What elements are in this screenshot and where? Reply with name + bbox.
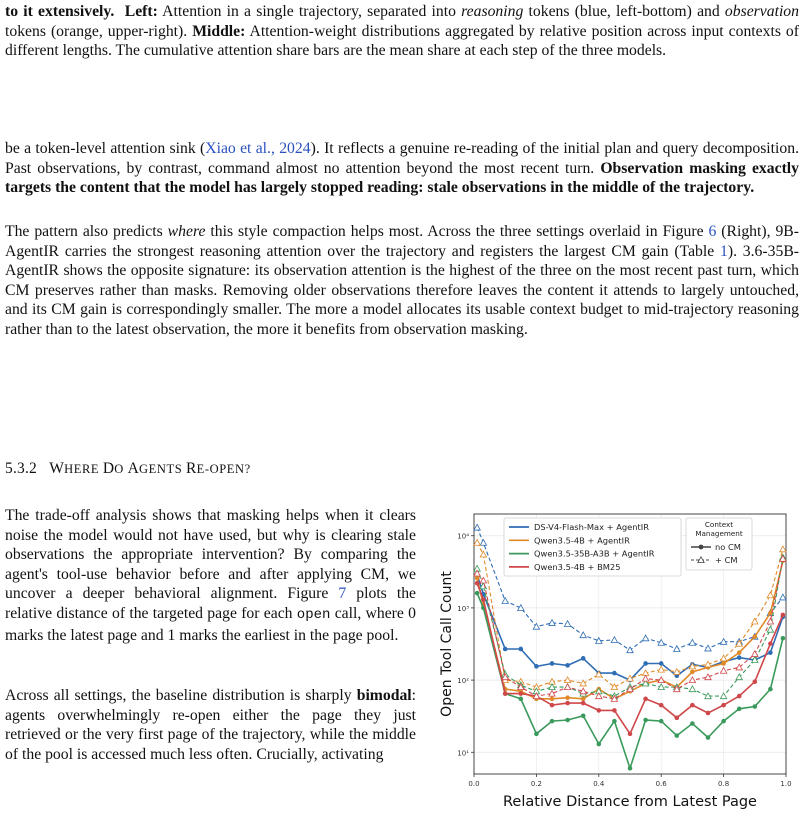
- data-point: [612, 671, 617, 676]
- data-point: [612, 719, 617, 724]
- data-point: [480, 577, 486, 583]
- paragraph-bimodal: Across all settings, the baseline distribution is sharply bimodal: agents overwhelmingly re-open either the page they just retrieved or the very first page of the trajectory, while the middle of the pool is accessed much less often. Crucially, activating: [5, 687, 416, 763]
- legend-style-marker: [699, 545, 704, 550]
- data-point: [565, 718, 570, 723]
- data-point: [475, 591, 480, 596]
- data-point: [519, 647, 524, 652]
- data-point: [564, 684, 570, 690]
- data-point: [752, 651, 758, 657]
- data-point: [768, 650, 773, 655]
- data-point: [705, 674, 711, 680]
- data-point: [519, 691, 524, 696]
- data-point: [580, 680, 586, 686]
- data-point: [502, 598, 508, 604]
- data-point: [550, 703, 555, 708]
- data-point: [768, 687, 773, 692]
- data-point: [550, 719, 555, 724]
- data-point: [642, 675, 648, 681]
- data-point: [550, 697, 555, 702]
- data-point: [658, 666, 664, 672]
- data-point: [752, 618, 758, 624]
- figure-caption: to it extensively. Left: Attention in a single trajectory, separated into reasoning tokens (blue, left-bottom) and observation tokens (orange, upper-right). Middle: Attention-weight distributions aggregated by relative position across input contexts of different lengths. The cumulative attention share bars are the mean share at each step of the three models.: [5, 3, 799, 60]
- figure-ref-link[interactable]: 7: [338, 585, 347, 603]
- data-point: [519, 697, 524, 702]
- paragraph-attention-sink: be a token-level attention sink (Xiao et al., 2024). It reflects a genuine re-reading of the initial plan and query decomposition. Past observations, by contrast, command almost no attention beyond the most recent turn. Observation masking exactly targets the content that the model has largely stopped reading: stale observations in the middle of the trajectory.: [5, 140, 799, 197]
- legend-label: Qwen3.5-4B + BM25: [534, 561, 621, 572]
- data-point: [753, 679, 758, 684]
- data-point: [689, 686, 695, 692]
- data-point: [581, 697, 586, 702]
- data-point: [550, 661, 555, 666]
- data-point: [720, 667, 726, 673]
- data-point: [503, 647, 508, 652]
- data-point: [767, 592, 773, 598]
- section-heading: 5.3.2 WHERE DO AGENTS RE-OPEN?: [5, 460, 251, 477]
- data-point: [721, 719, 726, 724]
- caption-lead: to it extensively.: [5, 3, 115, 20]
- data-point: [643, 697, 648, 702]
- paragraph-pattern: The pattern also predicts where this style compaction helps most. Across the three settings overlaid in Figure 6 (Right), 9B-AgentIR carries the strongest reasoning attention over the trajectory and registers the largest CM gain (Table 1). 3.6-35B-AgentIR shows the opposite signature: its observation attention is the highest of the three on the most recent past turn, which CM preserves rather than masks. Removing older observations therefore leaves the content it attends to largely untouched, and its CM gain is correspondingly smaller. The more a model allocates its usable context budget to mid-trajectory reasoning rather than to the latest observation, the more it benefits from observation masking.: [5, 223, 800, 338]
- data-point: [533, 623, 539, 629]
- x-axis-label: Relative Distance from Latest Page: [503, 794, 757, 810]
- code-open: open: [296, 606, 331, 623]
- data-point: [503, 691, 508, 696]
- data-point: [753, 634, 758, 639]
- data-point: [597, 742, 602, 747]
- paragraph-tradeoff: The trade-off analysis shows that masking helps when it clears noise the model would not have used, but why is clearing stale observations the appropriate intervention? By comparing the agent's tool-use behavior before and after applying CM, we uncover a deeper behavioral alignment. Figure 7 plots the relative distance of the targeted page for each open call, where 0 marks the latest page and 1 marks the earliest in the page pool.: [5, 507, 416, 644]
- legend-style-label: no CM: [715, 542, 741, 552]
- legend-group-title: Management: [695, 529, 743, 538]
- data-point: [690, 703, 695, 708]
- data-point: [675, 716, 680, 721]
- data-point: [737, 655, 742, 660]
- data-point: [581, 656, 586, 661]
- data-point: [581, 701, 586, 706]
- x-tick-label: 0.6: [655, 780, 667, 788]
- data-point: [737, 694, 742, 699]
- data-point: [737, 707, 742, 712]
- data-point: [768, 641, 773, 646]
- data-point: [643, 718, 648, 723]
- data-point: [767, 626, 773, 632]
- y-tick-label: 10²: [457, 677, 469, 686]
- data-point: [737, 650, 742, 655]
- citation-link[interactable]: Xiao et al., 2024: [205, 140, 311, 157]
- data-point: [781, 613, 786, 618]
- data-point: [628, 732, 633, 737]
- data-point: [721, 703, 726, 708]
- data-point: [565, 695, 570, 700]
- x-tick-label: 0.2: [530, 780, 542, 788]
- x-tick-label: 1.0: [780, 780, 792, 788]
- open-tool-call-chart: [424, 508, 804, 816]
- data-point: [659, 703, 664, 708]
- data-point: [565, 663, 570, 668]
- y-axis-label: Open Tool Call Count: [439, 571, 455, 717]
- y-tick-label: 10¹: [457, 749, 469, 758]
- series-line-0-no_cm: [477, 575, 783, 681]
- data-point: [689, 639, 695, 645]
- data-point: [580, 632, 586, 638]
- data-point: [534, 664, 539, 669]
- data-point: [753, 704, 758, 709]
- legend-label: Qwen3.5-35B-A3B + AgentIR: [534, 548, 655, 559]
- data-point: [642, 635, 648, 641]
- data-point: [780, 594, 786, 600]
- legend-label: Qwen3.5-4B + AgentIR: [534, 535, 630, 546]
- data-point: [597, 708, 602, 713]
- y-tick-label: 10⁴: [457, 532, 469, 541]
- x-tick-label: 0.0: [468, 780, 480, 788]
- x-tick-label: 0.4: [593, 780, 605, 788]
- data-point: [481, 597, 486, 602]
- data-point: [565, 701, 570, 706]
- data-point: [475, 581, 480, 586]
- data-point: [659, 661, 664, 666]
- data-point: [611, 637, 617, 643]
- data-point: [675, 733, 680, 738]
- caption-middle-label: Middle:: [192, 22, 246, 40]
- data-point: [480, 540, 486, 546]
- data-point: [780, 546, 786, 552]
- data-point: [781, 636, 786, 641]
- x-tick-label: 0.8: [718, 780, 730, 788]
- data-point: [627, 647, 633, 653]
- data-point: [706, 711, 711, 716]
- data-point: [480, 551, 486, 557]
- data-point: [690, 721, 695, 726]
- data-point: [612, 708, 617, 713]
- data-point: [721, 661, 726, 666]
- data-point: [690, 670, 695, 675]
- data-point: [643, 661, 648, 666]
- data-point: [474, 524, 480, 530]
- caption-left-label: Left:: [124, 3, 158, 20]
- data-point: [534, 732, 539, 737]
- data-point: [628, 766, 633, 771]
- legend-label: DS-V4-Flash-Max + AgentIR: [534, 522, 649, 532]
- data-point: [659, 719, 664, 724]
- data-point: [706, 735, 711, 740]
- data-point: [581, 714, 586, 719]
- data-point: [549, 690, 555, 696]
- data-point: [720, 693, 726, 699]
- legend-group-title: Context: [704, 520, 734, 529]
- y-tick-label: 10³: [457, 604, 469, 613]
- legend-style-label: + CM: [715, 555, 738, 565]
- figure-ref-link[interactable]: 6: [708, 223, 717, 240]
- table-ref-link[interactable]: 1: [720, 242, 728, 260]
- data-point: [474, 540, 480, 546]
